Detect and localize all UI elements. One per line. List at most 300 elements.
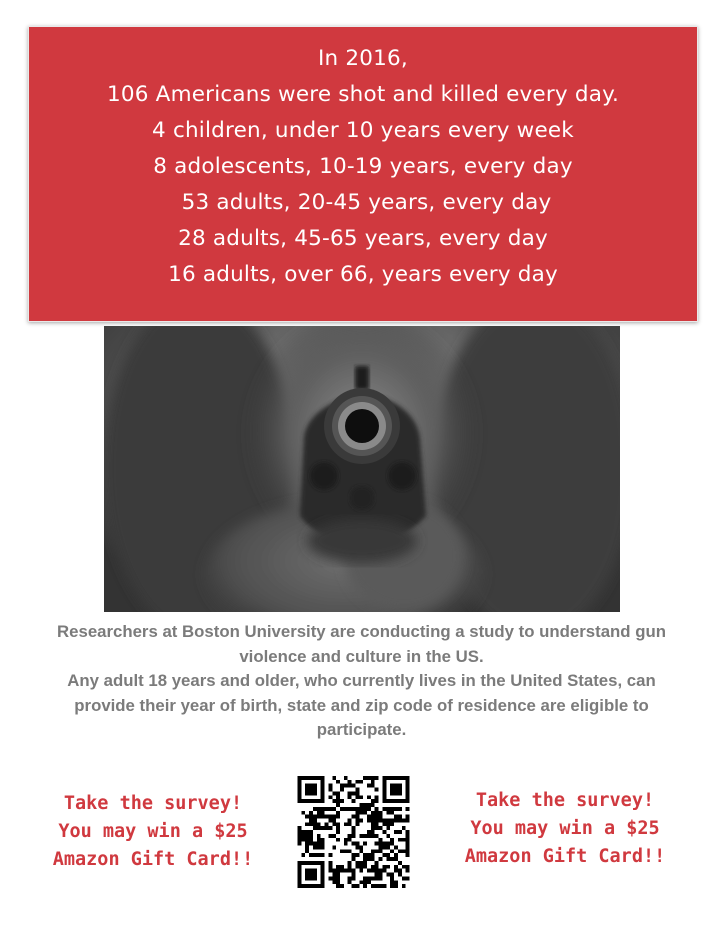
qr-module: [371, 780, 375, 784]
qr-module: [382, 795, 386, 799]
qr-module: [367, 784, 371, 788]
qr-module: [313, 815, 317, 819]
qr-module: [386, 826, 390, 830]
qr-module: [398, 815, 402, 819]
qr-module: [325, 822, 329, 826]
qr-module: [301, 811, 305, 815]
qr-module: [379, 873, 383, 877]
qr-module: [321, 776, 325, 780]
qr-module: [332, 815, 336, 819]
qr-module: [375, 818, 379, 822]
stats-line-adults-45-65: 28 adults, 45-65 years, every day: [178, 226, 548, 251]
qr-module: [363, 776, 367, 780]
qr-module: [321, 799, 325, 803]
qr-module: [332, 846, 336, 850]
qr-module: [382, 846, 386, 850]
study-description: [40, 620, 683, 743]
qr-module: [406, 818, 410, 822]
qr-module: [406, 795, 410, 799]
qr-module: [406, 815, 410, 819]
qr-module: [332, 807, 336, 811]
qr-module: [406, 807, 410, 811]
qr-module: [363, 884, 367, 888]
qr-module: [406, 780, 410, 784]
qr-module: [394, 857, 398, 861]
qr-module: [394, 799, 398, 803]
qr-module: [386, 799, 390, 803]
stats-line-adults-over-66: 16 adults, over 66, years every day: [168, 262, 558, 287]
qr-module: [332, 834, 336, 838]
stats-line-adolescents: 8 adolescents, 10-19 years, every day: [153, 154, 573, 179]
qr-module: [367, 853, 371, 857]
qr-module: [298, 884, 302, 888]
qr-module: [371, 826, 375, 830]
qr-module: [390, 822, 394, 826]
qr-module: [359, 818, 363, 822]
qr-module: [402, 865, 406, 869]
qr-module: [309, 818, 313, 822]
survey-callout-left: [28, 790, 278, 874]
qr-module: [352, 857, 356, 861]
qr-module: [317, 842, 321, 846]
qr-module: [305, 830, 309, 834]
qr-module: [363, 834, 367, 838]
qr-module: [367, 815, 371, 819]
qr-module: [390, 788, 394, 792]
qr-module: [406, 865, 410, 869]
qr-module: [363, 857, 367, 861]
qr-module: [355, 884, 359, 888]
qr-module: [309, 815, 313, 819]
qr-module: [328, 861, 332, 865]
qr-module: [336, 873, 340, 877]
qr-module: [317, 822, 321, 826]
qr-module: [305, 822, 309, 826]
qr-module: [359, 795, 363, 799]
qr-module: [367, 795, 371, 799]
qr-module: [355, 822, 359, 826]
qr-module: [348, 865, 352, 869]
qr-module: [309, 861, 313, 865]
stats-line-total: 106 Americans were shot and killed every day.: [107, 82, 619, 107]
qr-module: [317, 861, 321, 865]
qr-module: [298, 776, 302, 780]
qr-module: [379, 818, 383, 822]
qr-module: [344, 784, 348, 788]
qr-module: [363, 861, 367, 865]
qr-module: [367, 807, 371, 811]
qr-module: [340, 884, 344, 888]
qr-module: [355, 795, 359, 799]
qr-module: [406, 788, 410, 792]
qr-module: [336, 869, 340, 873]
qr-module: [394, 784, 398, 788]
qr-module: [371, 799, 375, 803]
qr-module: [340, 807, 344, 811]
qr-module: [363, 807, 367, 811]
qr-module: [305, 815, 309, 819]
qr-module: [402, 884, 406, 888]
handgun-pointed-at-viewer-photo: [104, 326, 620, 612]
qr-module: [328, 826, 332, 830]
qr-module: [321, 811, 325, 815]
qr-module: [359, 846, 363, 850]
qr-module: [317, 811, 321, 815]
survey-callout-right-line-2: You may win a $25: [470, 818, 660, 839]
qr-module: [402, 776, 406, 780]
qr-module: [367, 830, 371, 834]
qr-module: [305, 884, 309, 888]
qr-module: [340, 869, 344, 873]
qr-module: [301, 834, 305, 838]
qr-module: [390, 873, 394, 877]
qr-module: [355, 865, 359, 869]
qr-module: [325, 807, 329, 811]
qr-module: [352, 830, 356, 834]
qr-module: [394, 815, 398, 819]
qr-module: [321, 873, 325, 877]
qr-module: [402, 838, 406, 842]
qr-module: [379, 826, 383, 830]
qr-module: [371, 830, 375, 834]
qr-module: [328, 807, 332, 811]
qr-module: [317, 853, 321, 857]
qr-module: [332, 818, 336, 822]
qr-module: [359, 865, 363, 869]
qr-module: [390, 857, 394, 861]
qr-module: [379, 884, 383, 888]
qr-module: [398, 784, 402, 788]
qr-module: [367, 776, 371, 780]
qr-module: [402, 826, 406, 830]
qr-module: [340, 865, 344, 869]
qr-module: [406, 784, 410, 788]
qr-module: [328, 818, 332, 822]
qr-module: [305, 788, 309, 792]
qr-module: [336, 803, 340, 807]
qr-module: [332, 822, 336, 826]
qr-module: [298, 830, 302, 834]
qr-module: [317, 838, 321, 842]
qr-module: [313, 788, 317, 792]
qr-module: [348, 784, 352, 788]
qr-module: [348, 880, 352, 884]
qr-module: [328, 869, 332, 873]
qr-module: [305, 861, 309, 865]
qr-module: [348, 818, 352, 822]
qr-module: [321, 884, 325, 888]
qr-module: [371, 884, 375, 888]
qr-module: [348, 807, 352, 811]
qr-module: [382, 799, 386, 803]
qr-module: [313, 776, 317, 780]
qr-module: [325, 815, 329, 819]
qr-module: [313, 822, 317, 826]
qr-module: [363, 842, 367, 846]
qr-module: [386, 873, 390, 877]
qr-module: [390, 849, 394, 853]
qr-module: [321, 784, 325, 788]
qr-module: [390, 884, 394, 888]
survey-callout-left-line-1: Take the survey!: [63, 793, 243, 814]
qr-module: [348, 780, 352, 784]
qr-module: [336, 884, 340, 888]
qr-module: [406, 869, 410, 873]
qr-module: [394, 884, 398, 888]
qr-module: [390, 818, 394, 822]
qr-module: [313, 873, 317, 877]
qr-module: [379, 811, 383, 815]
qr-module: [344, 869, 348, 873]
qr-module: [332, 880, 336, 884]
qr-module: [394, 880, 398, 884]
qr-module: [348, 795, 352, 799]
qr-module: [313, 842, 317, 846]
qr-module: [321, 791, 325, 795]
qr-module: [309, 873, 313, 877]
qr-module: [336, 815, 340, 819]
qr-module: [309, 784, 313, 788]
qr-module: [382, 865, 386, 869]
qr-module: [301, 830, 305, 834]
qr-module: [321, 780, 325, 784]
qr-module: [332, 869, 336, 873]
qr-module: [367, 876, 371, 880]
qr-module: [390, 791, 394, 795]
qr-module: [328, 784, 332, 788]
qr-module: [398, 830, 402, 834]
qr-module: [359, 880, 363, 884]
qr-module: [313, 791, 317, 795]
qr-module: [406, 842, 410, 846]
qr-module: [352, 842, 356, 846]
qr-module: [321, 826, 325, 830]
qr-module: [305, 791, 309, 795]
qr-module: [382, 842, 386, 846]
qr-module: [317, 834, 321, 838]
qr-module: [352, 784, 356, 788]
qr-module: [298, 873, 302, 877]
qr-module: [375, 826, 379, 830]
qr-module: [336, 795, 340, 799]
qr-module: [340, 799, 344, 803]
survey-callout-right-line-3: Amazon Gift Card!!: [464, 846, 666, 867]
qr-module: [375, 795, 379, 799]
qr-module: [305, 876, 309, 880]
qr-module: [313, 869, 317, 873]
qr-module: [321, 853, 325, 857]
qr-module: [336, 799, 340, 803]
qr-module: [375, 842, 379, 846]
qr-module: [344, 807, 348, 811]
qr-module: [371, 834, 375, 838]
qr-module: [336, 791, 340, 795]
qr-module: [309, 791, 313, 795]
qr-module: [390, 776, 394, 780]
qr-module: [309, 838, 313, 842]
qr-module: [328, 788, 332, 792]
qr-module: [301, 799, 305, 803]
qr-module: [398, 873, 402, 877]
qr-module: [382, 776, 386, 780]
qr-module: [398, 776, 402, 780]
qr-module: [298, 869, 302, 873]
qr-module: [355, 811, 359, 815]
qr-module: [313, 784, 317, 788]
qr-module: [298, 838, 302, 842]
qr-module: [394, 818, 398, 822]
qr-module: [305, 842, 309, 846]
qr-module: [313, 853, 317, 857]
qr-module: [386, 865, 390, 869]
qr-module: [352, 815, 356, 819]
qr-module: [332, 776, 336, 780]
qr-module: [359, 849, 363, 853]
qr-module: [375, 811, 379, 815]
qr-module: [336, 876, 340, 880]
qr-module: [386, 818, 390, 822]
qr-module: [386, 857, 390, 861]
qr-module: [298, 795, 302, 799]
qr-module: [305, 776, 309, 780]
qr-module: [379, 849, 383, 853]
qr-code-graphic: [296, 776, 411, 888]
qr-module: [359, 780, 363, 784]
qr-module: [382, 788, 386, 792]
qr-module: [313, 826, 317, 830]
qr-module: [386, 807, 390, 811]
qr-module: [386, 846, 390, 850]
qr-module: [298, 826, 302, 830]
stats-line-adults-20-45: 53 adults, 20-45 years, every day: [174, 190, 552, 215]
study-description-paragraph-1: Researchers at Boston University are conducting a study to understand gun violence and culture in the US.: [57, 622, 666, 666]
qr-module: [348, 838, 352, 842]
qr-module: [298, 788, 302, 792]
qr-module: [398, 791, 402, 795]
qr-module: [390, 784, 394, 788]
qr-module: [332, 799, 336, 803]
qr-module: [305, 799, 309, 803]
qr-module: [375, 861, 379, 865]
qr-module: [382, 807, 386, 811]
qr-module: [363, 803, 367, 807]
qr-module: [344, 838, 348, 842]
qr-module: [352, 869, 356, 873]
qr-module: [348, 869, 352, 873]
qr-module: [406, 791, 410, 795]
qr-module: [371, 803, 375, 807]
qr-module: [313, 876, 317, 880]
qr-module: [394, 791, 398, 795]
qr-code-icon[interactable]: [296, 776, 411, 888]
qr-module: [352, 853, 356, 857]
qr-module: [328, 853, 332, 857]
qr-module: [298, 834, 302, 838]
survey-callout-right-line-1: Take the survey!: [475, 790, 655, 811]
qr-module: [382, 818, 386, 822]
qr-module: [309, 822, 313, 826]
qr-module: [371, 822, 375, 826]
qr-module: [375, 884, 379, 888]
qr-module: [352, 799, 356, 803]
handgun-photo: [104, 326, 620, 612]
qr-module: [305, 834, 309, 838]
qr-module: [352, 884, 356, 888]
qr-module: [321, 880, 325, 884]
qr-module: [406, 846, 410, 850]
qr-module: [379, 857, 383, 861]
qr-module: [332, 791, 336, 795]
qr-module: [394, 807, 398, 811]
qr-module: [382, 869, 386, 873]
qr-module: [336, 780, 340, 784]
qr-module: [321, 795, 325, 799]
qr-module: [359, 803, 363, 807]
qr-module: [379, 815, 383, 819]
qr-module: [371, 776, 375, 780]
qr-module: [355, 846, 359, 850]
qr-module: [363, 865, 367, 869]
qr-module: [386, 776, 390, 780]
stats-line-children: 4 children, under 10 years every week: [152, 118, 574, 143]
qr-module: [386, 853, 390, 857]
qr-module: [375, 834, 379, 838]
qr-module: [371, 853, 375, 857]
qr-module: [386, 811, 390, 815]
study-description-paragraph-2: Any adult 18 years and older, who currently lives in the United States, can provide their year of birth, state and zip code of residence are eligible to participate.: [67, 671, 656, 739]
qr-module: [363, 811, 367, 815]
qr-module: [298, 799, 302, 803]
qr-module: [394, 853, 398, 857]
qr-module: [390, 880, 394, 884]
qr-module: [363, 853, 367, 857]
qr-module: [340, 788, 344, 792]
qr-module: [355, 807, 359, 811]
qr-module: [305, 846, 309, 850]
qr-module: [352, 807, 356, 811]
qr-module: [313, 799, 317, 803]
qr-module: [336, 880, 340, 884]
qr-module: [398, 869, 402, 873]
qr-module: [344, 849, 348, 853]
qr-module: [402, 799, 406, 803]
qr-module: [382, 791, 386, 795]
qr-module: [309, 876, 313, 880]
qr-module: [367, 857, 371, 861]
qr-module: [317, 884, 321, 888]
qr-module: [336, 830, 340, 834]
qr-module: [371, 857, 375, 861]
qr-module: [367, 803, 371, 807]
qr-module: [398, 818, 402, 822]
qr-module: [298, 784, 302, 788]
qr-module: [305, 873, 309, 877]
qr-module: [379, 842, 383, 846]
qr-module: [352, 834, 356, 838]
qr-module: [344, 842, 348, 846]
qr-module: [371, 811, 375, 815]
qr-module: [321, 842, 325, 846]
qr-module: [382, 830, 386, 834]
qr-module: [382, 780, 386, 784]
qr-module: [321, 865, 325, 869]
survey-callout-left-line-3: Amazon Gift Card!!: [52, 849, 254, 870]
qr-module: [321, 807, 325, 811]
qr-module: [406, 876, 410, 880]
qr-module: [390, 799, 394, 803]
qr-module: [375, 776, 379, 780]
qr-module: [359, 834, 363, 838]
